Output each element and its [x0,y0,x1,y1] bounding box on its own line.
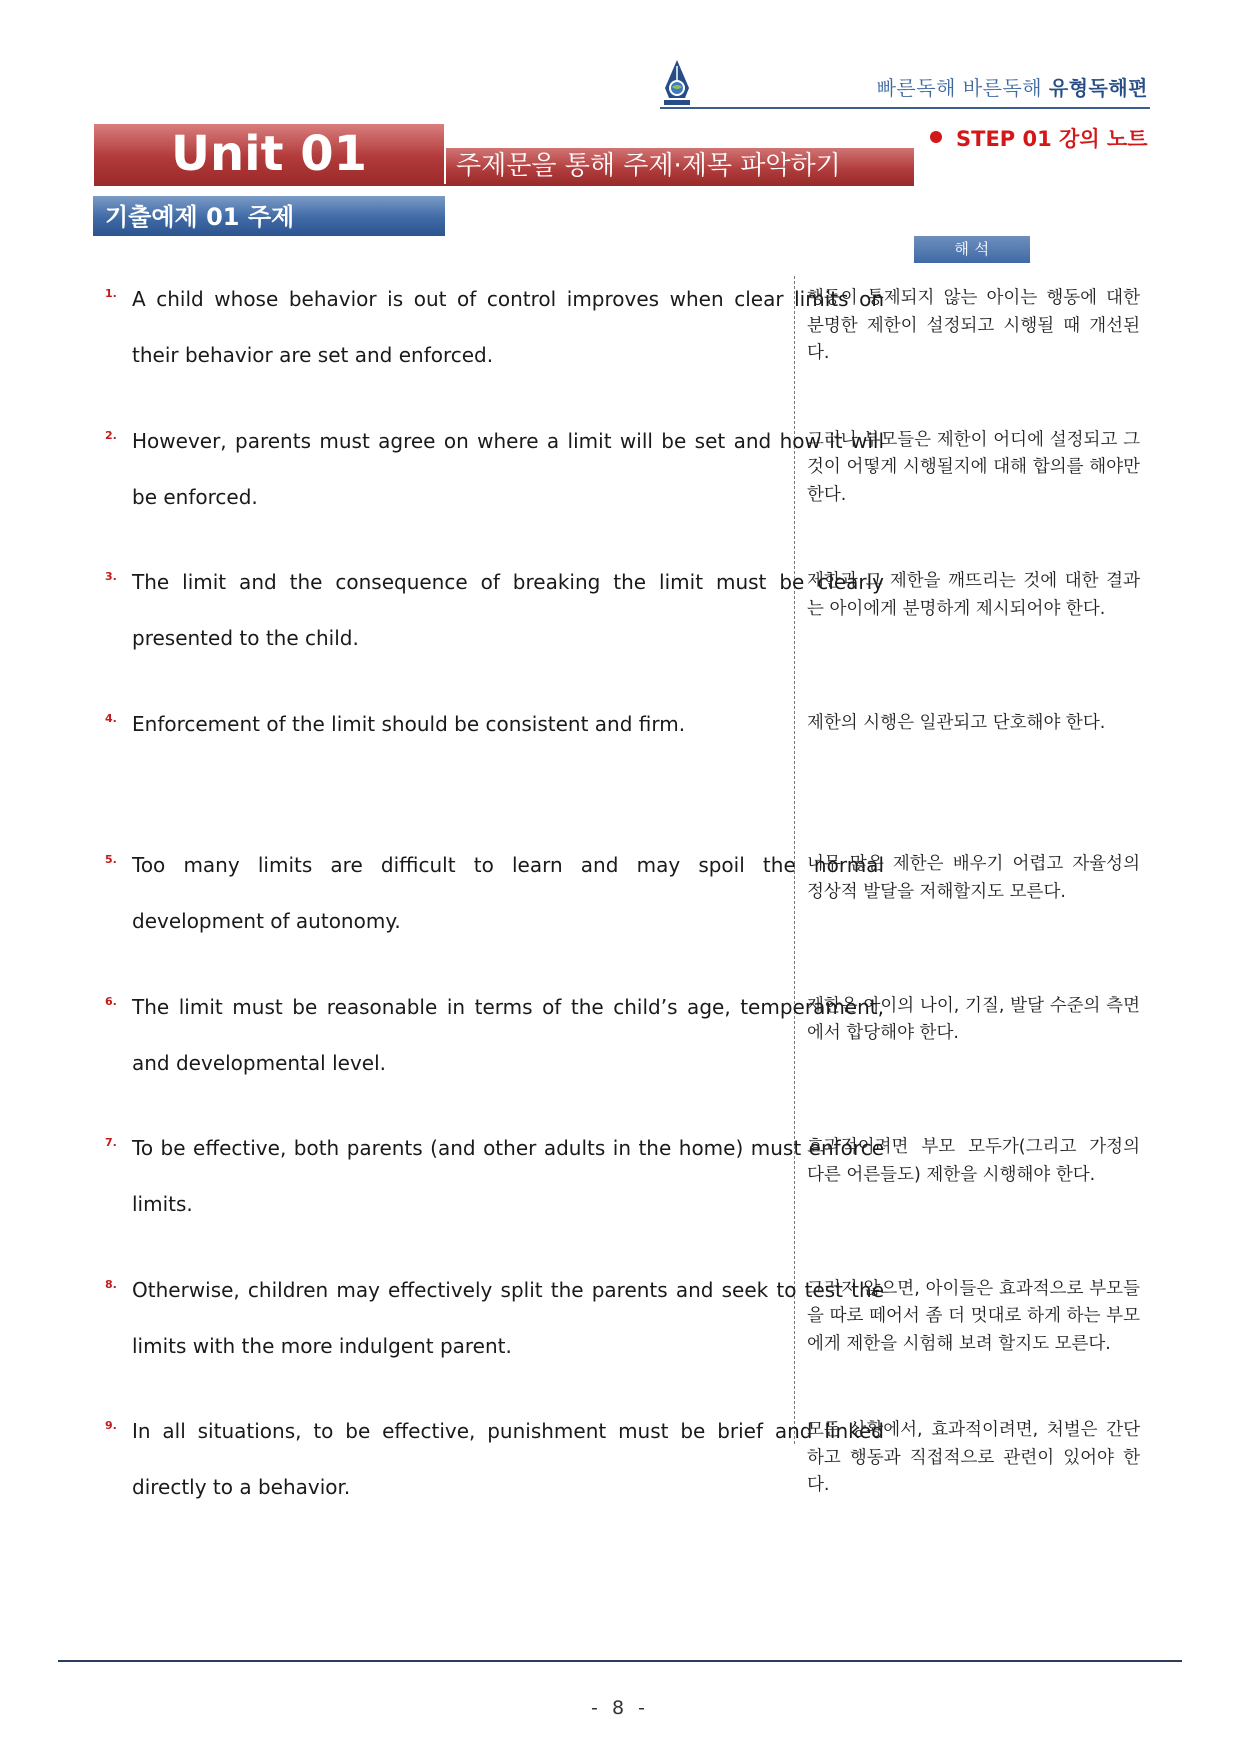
sentence-number: 2. [105,428,117,442]
english-sentence: Too many limits are difficult to learn and may spoil the normal development of autonomy. [132,853,884,933]
sentence-number: 6. [105,994,117,1008]
korean-translation: 그러지 않으면, 아이들은 효과적으로 부모들을 따로 떼어서 좀 더 멋대로 하게 하는 부모에게 제한을 시험해 보려 할지도 모른다. [807,1278,1140,1354]
english-sentence: A child whose behavior is out of control improves when clear limits on their behavior are set and enforced. [132,287,884,367]
english-sentence: Enforcement of the limit should be consistent and firm. [132,711,686,736]
korean-translation: 효과적이려면 부모 모두가(그리고 가정의 다른 어른들도) 제한을 시행해야 한다. [807,1137,1140,1185]
english-sentence: To be effective, both parents (and other adults in the home) must enforce limits. [132,1136,884,1216]
sentence-number: 9. [105,1419,117,1432]
fountain-pen-globe-icon [660,58,694,110]
step-label-text: STEP 01 강의 노트 [956,127,1148,151]
english-sentence: In all situations, to be effective, punishment must be brief and linked directly to a behavior. [132,1419,884,1499]
unit-title: Unit 01 [94,124,444,184]
unit-subtitle: 주제문을 통해 주제·제목 파악하기 [446,148,914,184]
translation-tag: 해 석 [914,236,1030,263]
bullet-dot-icon [930,131,942,143]
series-title-prefix: 빠른독해 바른독해 [876,76,1049,100]
korean-translation: 그러나 부모들은 제한이 어디에 설정되고 그것이 어떻게 시행될지에 대해 합의를 해야만 한다. [807,429,1140,505]
sentence-number: 3. [105,570,117,583]
korean-translation: 제한과 그 제한을 깨뜨리는 것에 대한 결과는 아이에게 분명하게 제시되어야 한다. [807,571,1140,619]
korean-translation: 제한은 아이의 나이, 기질, 발달 수준의 측면에서 합당해야 한다. [807,995,1140,1043]
step-label [930,123,1148,153]
example-heading: 기출예제 01 주제 [93,196,445,236]
korean-translation: 제한의 시행은 일관되고 단호해야 한다. [807,712,1106,733]
sentence-number: 4. [105,711,117,725]
sentence-number: 5. [105,853,117,866]
footer-divider [58,1660,1182,1662]
unit-underline [94,184,914,186]
korean-translation: 행동이 통제되지 않는 아이는 행동에 대한 분명한 제한이 설정되고 시행될 때 개선된다. [807,288,1140,363]
sentence-number: 7. [105,1136,117,1149]
series-title [877,72,1148,101]
english-sentence: The limit must be reasonable in terms of the child’s age, temperament, and developmental level. [132,994,884,1075]
english-sentence: However, parents must agree on where a limit will be set and how it will be enforced. [132,428,884,509]
header-divider [660,107,1150,109]
series-title-bold: 유형독해편 [1048,76,1148,100]
sentence-number: 1. [105,287,117,300]
korean-translation: 너무 많은 제한은 배우기 어렵고 자율성의 정상적 발달을 저해할지도 모른다. [807,854,1140,902]
english-sentence: Otherwise, children may effectively split the parents and seek to test the limits with the more indulgent parent. [132,1277,884,1358]
sentence-number: 8. [105,1277,117,1291]
page-number: - 8 - [591,1697,649,1719]
english-sentence: The limit and the consequence of breaking the limit must be clearly presented to the child. [132,570,884,650]
korean-translation: 모든 상황에서, 효과적이려면, 처벌은 간단하고 행동과 직접적으로 관련이 있어야 한다. [807,1420,1140,1495]
